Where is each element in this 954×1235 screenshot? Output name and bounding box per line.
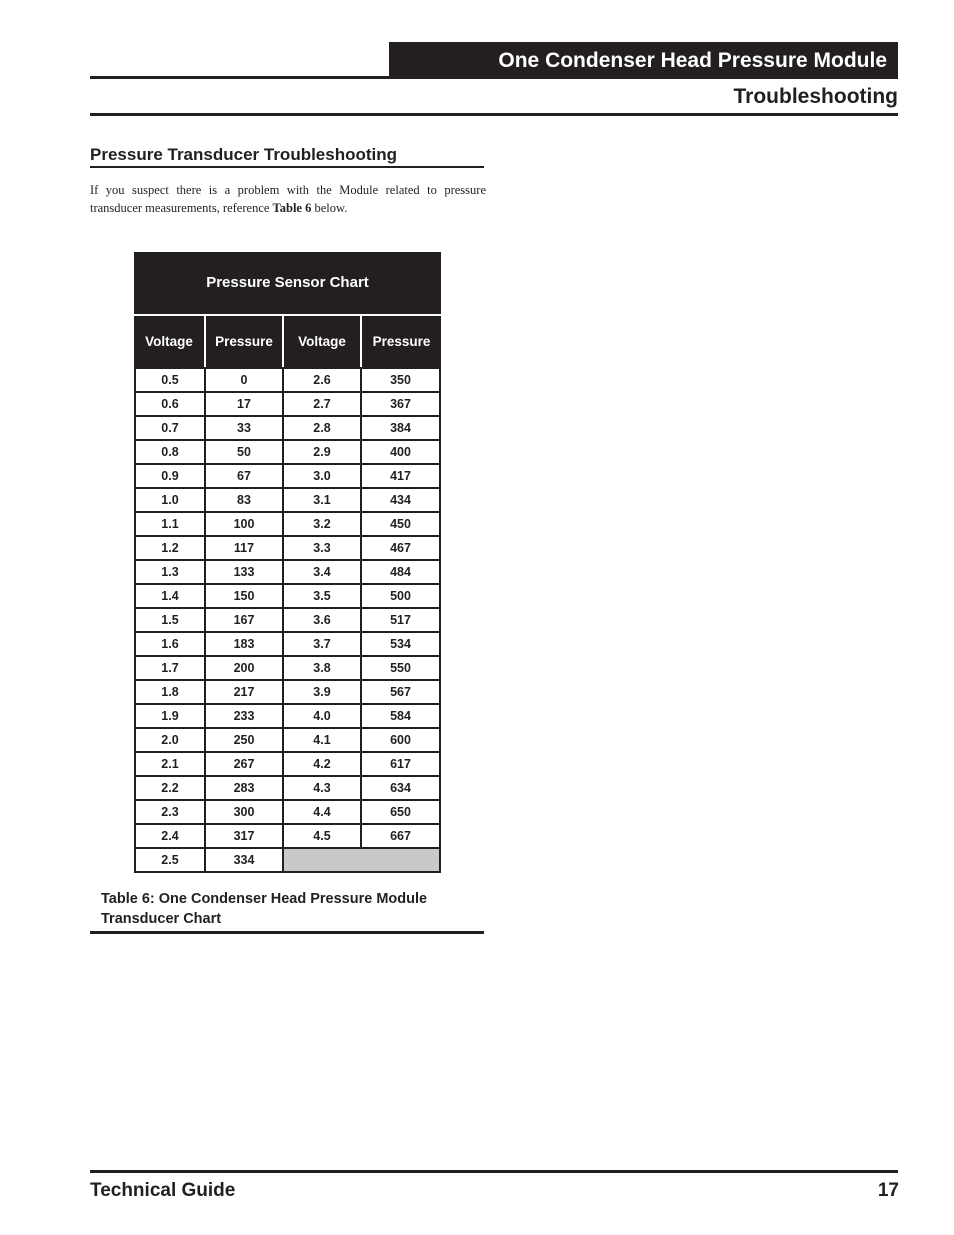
voltage-cell: 2.7 — [284, 393, 362, 415]
table-row — [136, 513, 439, 537]
voltage-cell: 1.9 — [136, 705, 206, 727]
column-header-voltage: Voltage — [134, 316, 206, 367]
voltage-cell: 1.8 — [136, 681, 206, 703]
pressure-cell: 450 — [390, 517, 411, 531]
voltage-cell: 1.4 — [136, 585, 206, 607]
table-row — [136, 393, 439, 417]
pressure-cell: 584 — [390, 709, 411, 723]
pressure-cell: 400 — [390, 445, 411, 459]
caption-line: Table 6: One Condenser Head Pressure Module — [101, 891, 428, 907]
voltage-cell: 4.2 — [284, 753, 362, 775]
pressure-cell: 667 — [390, 829, 411, 843]
table-row — [136, 705, 439, 729]
pressure-cell: 517 — [390, 613, 411, 627]
voltage-cell: 0.9 — [136, 465, 206, 487]
voltage-cell: 2.0 — [136, 729, 206, 751]
pressure-cell: 550 — [390, 661, 411, 675]
voltage-cell: 3.3 — [284, 537, 362, 559]
pressure-cell: 0 — [206, 369, 284, 391]
voltage-cell: 3.5 — [284, 585, 362, 607]
pressure-cell: 283 — [206, 777, 284, 799]
voltage-cell: 3.8 — [284, 657, 362, 679]
voltage-cell: 2.5 — [136, 849, 206, 871]
table-row — [136, 753, 439, 777]
pressure-cell: 200 — [206, 657, 284, 679]
voltage-cell: 2.2 — [136, 777, 206, 799]
voltage-cell: 1.0 — [136, 489, 206, 511]
voltage-cell: 1.5 — [136, 609, 206, 631]
table-row — [136, 537, 439, 561]
voltage-cell: 0.7 — [136, 417, 206, 439]
document-title: One Condenser Head Pressure Module — [389, 42, 898, 78]
table-header-row — [134, 314, 441, 367]
voltage-cell: 1.3 — [136, 561, 206, 583]
voltage-cell: 3.1 — [284, 489, 362, 511]
voltage-cell: 1.7 — [136, 657, 206, 679]
pressure-cell: 334 — [206, 849, 284, 871]
voltage-cell: 3.4 — [284, 561, 362, 583]
table-row — [136, 729, 439, 753]
voltage-cell: 4.3 — [284, 777, 362, 799]
voltage-cell: 0.8 — [136, 441, 206, 463]
page-number: 17 — [877, 1180, 899, 1201]
pressure-cell: 650 — [390, 805, 411, 819]
pressure-cell: 267 — [206, 753, 284, 775]
table-row — [136, 561, 439, 585]
pressure-cell: 217 — [206, 681, 284, 703]
voltage-cell: 2.3 — [136, 801, 206, 823]
pressure-cell: 133 — [206, 561, 284, 583]
voltage-cell: 2.8 — [284, 417, 362, 439]
table-row — [136, 369, 439, 393]
table-row — [136, 657, 439, 681]
table-row — [136, 417, 439, 441]
table-row — [136, 681, 439, 705]
header-rule — [90, 76, 898, 79]
table-reference: Table 6 — [272, 200, 312, 215]
voltage-cell: 0.5 — [136, 369, 206, 391]
voltage-cell: 4.4 — [284, 801, 362, 823]
table-row — [136, 489, 439, 513]
pressure-cell: 417 — [390, 469, 411, 483]
pressure-cell: 33 — [206, 417, 284, 439]
pressure-cell: 567 — [390, 685, 411, 699]
pressure-cell: 167 — [206, 609, 284, 631]
pressure-cell: 183 — [206, 633, 284, 655]
voltage-cell: 2.4 — [136, 825, 206, 847]
table-row — [136, 825, 439, 849]
pressure-cell: 83 — [206, 489, 284, 511]
pressure-cell: 17 — [206, 393, 284, 415]
pressure-cell: 434 — [390, 493, 411, 507]
pressure-cell: 350 — [390, 373, 411, 387]
table-row — [136, 441, 439, 465]
table-row — [136, 777, 439, 801]
pressure-cell: 384 — [390, 421, 411, 435]
column-header-voltage: Voltage — [284, 316, 362, 367]
footer-rule — [90, 1170, 898, 1173]
caption-line: Transducer Chart — [101, 910, 222, 927]
table-row — [136, 849, 439, 873]
pressure-sensor-table — [134, 252, 441, 873]
pressure-cell: 100 — [206, 513, 284, 535]
pressure-cell: 600 — [390, 733, 411, 747]
voltage-cell: 3.2 — [284, 513, 362, 535]
table-row — [136, 465, 439, 489]
intro-paragraph — [90, 182, 486, 217]
pressure-cell: 150 — [206, 585, 284, 607]
voltage-cell: 0.6 — [136, 393, 206, 415]
table-row — [136, 609, 439, 633]
table-title: Pressure Sensor Chart — [134, 252, 441, 314]
subtitle-rule — [90, 113, 898, 116]
column-header-pressure: Pressure — [372, 334, 431, 349]
pressure-cell: 317 — [206, 825, 284, 847]
intro-text-end: below. — [311, 200, 348, 215]
pressure-cell: 617 — [390, 757, 411, 771]
pressure-cell: 50 — [206, 441, 284, 463]
intro-text: If you suspect there is a problem with the Module related to pressure transducer measurements, reference — [90, 183, 486, 215]
voltage-cell: 3.9 — [284, 681, 362, 703]
voltage-cell: 4.0 — [284, 705, 362, 727]
voltage-cell: 1.2 — [136, 537, 206, 559]
voltage-cell: 3.6 — [284, 609, 362, 631]
voltage-cell: 4.5 — [284, 825, 362, 847]
pressure-cell: 634 — [390, 781, 411, 795]
voltage-cell: 1.1 — [136, 513, 206, 535]
pressure-cell: 484 — [390, 565, 411, 579]
voltage-cell: 1.6 — [136, 633, 206, 655]
voltage-cell: 2.9 — [284, 441, 362, 463]
pressure-cell: 300 — [206, 801, 284, 823]
voltage-cell: 2.6 — [284, 369, 362, 391]
column-header-pressure: Pressure — [206, 316, 284, 367]
section-heading: Pressure Transducer Troubleshooting — [90, 144, 484, 168]
table-row — [136, 801, 439, 825]
pressure-cell: 233 — [206, 705, 284, 727]
voltage-cell: 3.0 — [284, 465, 362, 487]
pressure-cell: 367 — [390, 397, 411, 411]
pressure-cell: 117 — [206, 537, 284, 559]
table-caption — [90, 890, 484, 934]
empty-cell — [284, 849, 439, 871]
pressure-cell: 534 — [390, 637, 411, 651]
table-row — [136, 585, 439, 609]
pressure-cell: 67 — [206, 465, 284, 487]
table-body — [134, 367, 441, 873]
table-row — [136, 633, 439, 657]
voltage-cell: 3.7 — [284, 633, 362, 655]
section-subtitle: Troubleshooting — [733, 85, 898, 108]
voltage-cell: 2.1 — [136, 753, 206, 775]
pressure-cell: 250 — [206, 729, 284, 751]
footer-guide-label: Technical Guide — [90, 1180, 236, 1201]
pressure-cell: 500 — [390, 589, 411, 603]
voltage-cell: 4.1 — [284, 729, 362, 751]
pressure-cell: 467 — [390, 541, 411, 555]
